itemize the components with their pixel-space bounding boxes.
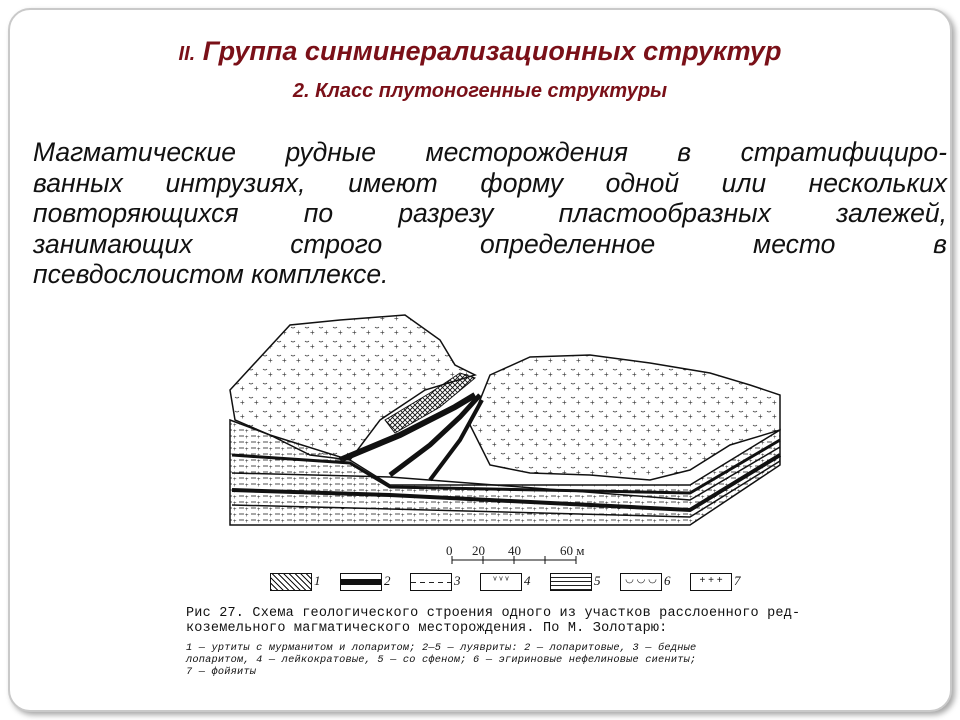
scale-tick-label: 20 [472, 543, 485, 558]
caption-line: 7 — фойяиты [186, 666, 257, 678]
body-line: повторяющихся по разрезу пластообразных залежей, [33, 198, 947, 228]
body-line: псевдослоистом комплексе. [33, 259, 389, 289]
body-paragraph [33, 137, 947, 290]
body-line: Магматические рудные месторождения в стратифициро- [33, 137, 947, 167]
body-line: ванных интрузиях, имеют форму одной или нескольких [33, 167, 947, 198]
legend-swatch-dashed [410, 573, 452, 591]
scale-tick-label: 60 м [560, 543, 585, 558]
slide-title [0, 36, 960, 67]
legend-swatch-crosshatch [270, 573, 312, 591]
slide-subtitle: 2. Класс плутоногенные структуры [292, 80, 668, 102]
title-roman-numeral: II. [178, 43, 196, 65]
caption-line: лопаритом, 4 — лейкократовые, 5 — со сфеном; 6 — эгириновые нефелиновые сиениты; [186, 654, 697, 666]
figure-legend [270, 571, 770, 593]
scale-tick-label: 0 [446, 543, 453, 558]
title-main-text: Группа синминерализационных структур [202, 36, 782, 66]
legend-swatch-lined [550, 573, 592, 591]
caption-legend-text [186, 642, 826, 678]
legend-number: 1 [314, 573, 321, 588]
body-line: занимающих строго определенное место в [33, 228, 947, 259]
legend-swatch-curls: ◡ ◡ ◡ [620, 573, 662, 591]
caption-main [186, 606, 826, 636]
caption-line: коземельного магматического месторождения. По М. Золотарю: [186, 621, 668, 636]
legend-number: 7 [734, 573, 741, 588]
legend-number: 4 [524, 573, 531, 588]
legend-number: 2 [384, 573, 391, 588]
caption-line: 1 — уртиты с мурманитом и лопаритом; 2—5 — луявриты: 2 — лопаритовые, 3 — бедные [186, 642, 697, 654]
legend-number: 6 [664, 573, 671, 588]
legend-swatch-v-marks: ᵛ ᵛ ᵛ [480, 573, 522, 591]
legend-swatch-thick-band [340, 573, 382, 591]
legend-number: 5 [594, 573, 601, 588]
figure-caption [186, 606, 826, 678]
legend-number: 3 [454, 573, 461, 588]
caption-line: Рис 27. Схема геологического строения одного из участков расслоенного ред- [186, 606, 801, 621]
scale-tick-label: 40 [508, 543, 521, 558]
legend-swatch-plus: + + + [690, 573, 732, 591]
